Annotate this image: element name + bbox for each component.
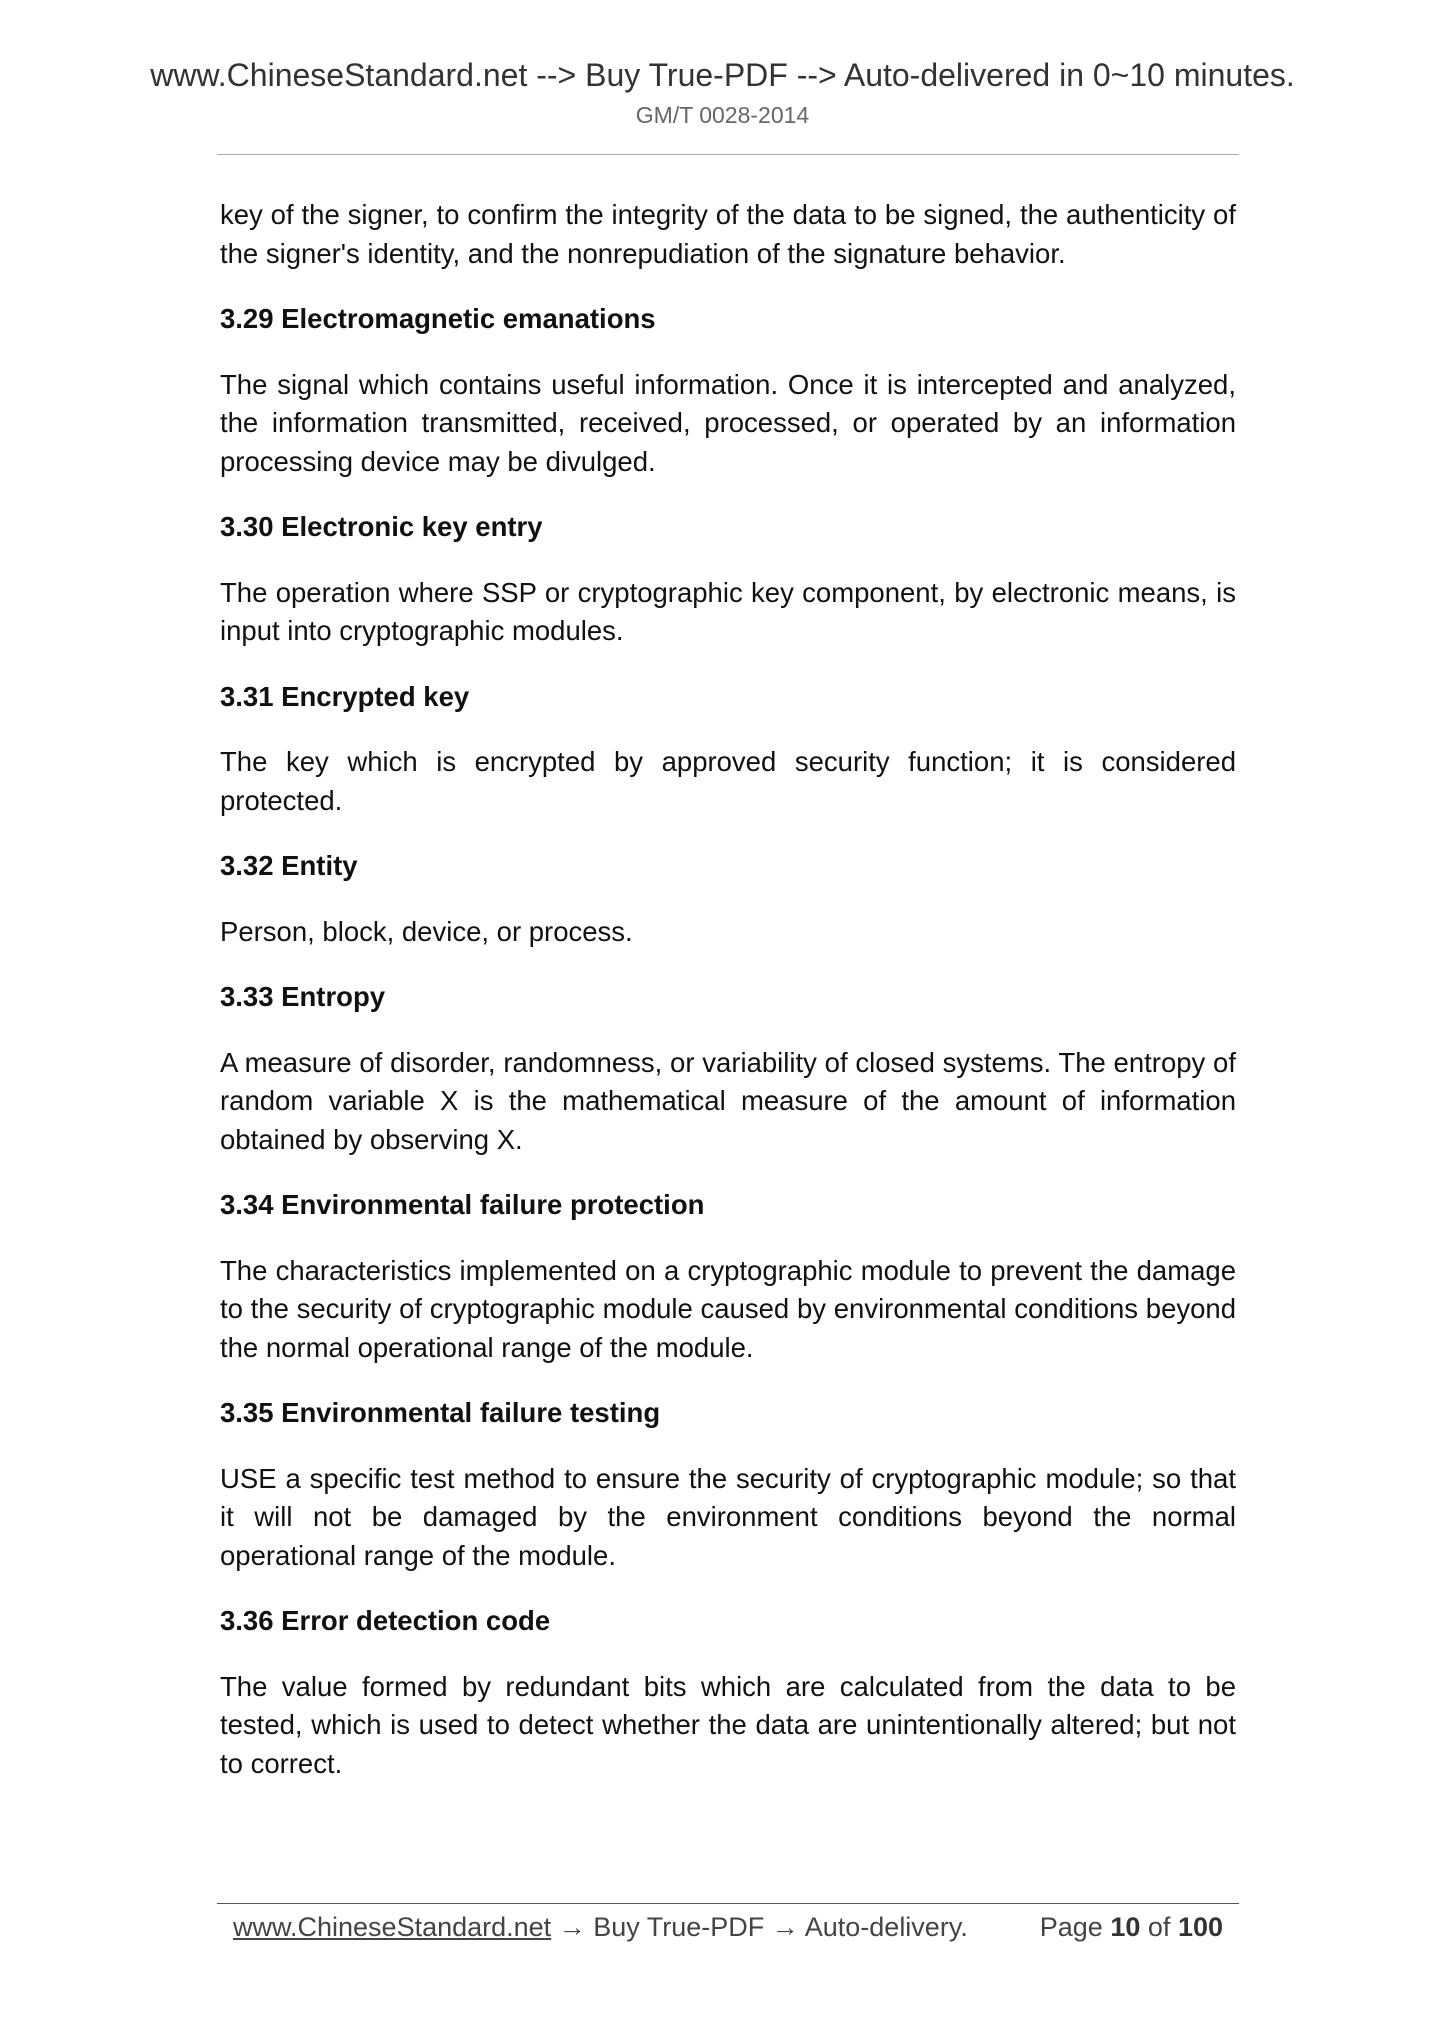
intro-paragraph: key of the signer, to confirm the integrity of the data to be signed, the authenticity of the signer's identity, and the nonrepudiation of the signature behavior.	[220, 199, 1236, 269]
document-code: GM/T 0028-2014	[635, 102, 810, 128]
page-total: 100	[1177, 1912, 1223, 1942]
section-heading-3-35: 3.35 Environmental failure testing	[220, 1397, 661, 1428]
page-number	[1040, 1910, 1223, 1944]
section-body-3-36: The value formed by redundant bits which are calculated from the data to be tested, which is used to detect whether the data are unintentionally altered; but not to correct.	[220, 1670, 1236, 1779]
header-divider	[217, 154, 1239, 155]
section-body-3-34: The characteristics implemented on a cryptographic module to prevent the damage to the security of cryptographic module caused by environmental conditions beyond the normal operational range of the module.	[220, 1254, 1236, 1363]
section-heading-3-29: 3.29 Electromagnetic emanations	[220, 303, 656, 334]
footer-left	[233, 1910, 968, 1944]
section-body-3-31: The key which is encrypted by approved security function; it is considered protected.	[220, 746, 1236, 816]
of-label: of	[1147, 1912, 1171, 1942]
section-heading-3-30: 3.30 Electronic key entry	[220, 511, 543, 542]
header-banner[interactable]: www.ChineseStandard.net --> Buy True-PDF --> Auto-delivered in 0~10 minutes.	[150, 57, 1295, 93]
page-footer	[233, 1910, 1223, 1944]
document-body	[220, 196, 1236, 1810]
section-body-3-32: Person, block, device, or process.	[220, 915, 633, 947]
section-heading-3-36: 3.36 Error detection code	[220, 1605, 551, 1636]
section-heading-3-34: 3.34 Environmental failure protection	[220, 1189, 705, 1220]
section-body-3-33: A measure of disorder, randomness, or variability of closed systems. The entropy of random variable X is the mathematical measure of the amount of information obtained by observing X.	[220, 1046, 1236, 1155]
section-body-3-29: The signal which contains useful information. Once it is intercepted and analyzed, the information transmitted, received, processed, or operated by an information processing device may be divulged.	[220, 368, 1236, 477]
section-body-3-35: USE a specific test method to ensure the security of cryptographic module; so that it will not be damaged by the environment conditions beyond the normal operational range of the module.	[220, 1462, 1236, 1571]
section-heading-3-33: 3.33 Entropy	[220, 981, 386, 1012]
page-label: Page	[1039, 1912, 1103, 1942]
section-heading-3-31: 3.31 Encrypted key	[220, 680, 470, 712]
section-heading-3-32: 3.32 Entity	[220, 850, 358, 881]
page-current: 10	[1110, 1912, 1141, 1942]
footer-site-link[interactable]: www.ChineseStandard.net	[233, 1912, 552, 1942]
footer-divider	[217, 1903, 1239, 1904]
footer-tagline: → Buy True-PDF → Auto-delivery.	[551, 1912, 968, 1942]
page-header	[0, 56, 1445, 130]
section-body-3-30: The operation where SSP or cryptographic key component, by electronic means, is input into cryptographic modules.	[220, 576, 1236, 646]
